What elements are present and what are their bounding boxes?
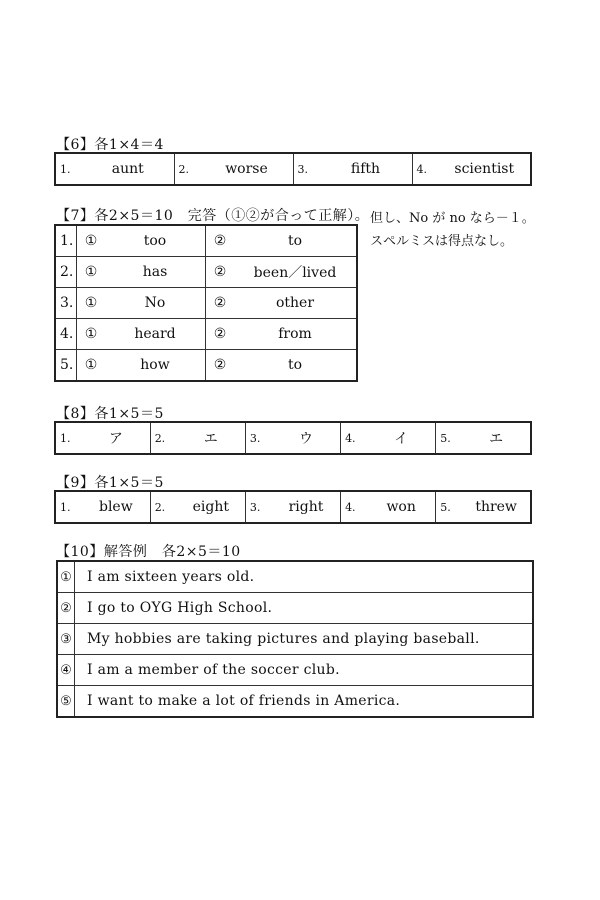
- q7-mark-2: ②: [206, 350, 235, 382]
- q10-sentence: My hobbies are taking pictures and playing baseball.: [75, 624, 534, 655]
- q7-mark-1: ①: [77, 225, 106, 257]
- q10-sentence: I am a member of the soccer club.: [75, 655, 534, 686]
- q8-num: 5.: [440, 431, 451, 445]
- q9-num: 1.: [60, 500, 71, 514]
- q7-answer-2: other: [234, 288, 357, 319]
- q7-mark-1: ①: [77, 319, 106, 350]
- q8-answer: エ: [489, 431, 504, 447]
- q7-mark-1: ①: [77, 257, 106, 288]
- q9-num: 2.: [154, 500, 166, 514]
- q7-header: 【7】各2×5＝10 完答（①②が合って正解）。: [56, 208, 370, 224]
- q9-answer: eight: [192, 499, 229, 515]
- q7-mark-2: ②: [206, 257, 235, 288]
- q8-answer: ウ: [298, 431, 313, 447]
- q9-num: 4.: [345, 500, 356, 514]
- q7-num: 5.: [55, 350, 77, 382]
- q10-mark: ⑤: [57, 686, 75, 718]
- q6-answer: worse: [225, 161, 268, 177]
- q8-answer-table: [54, 421, 532, 455]
- q7-answer-1: how: [105, 350, 206, 382]
- q7-num: 4.: [55, 319, 77, 350]
- q9-answer: blew: [98, 499, 133, 515]
- q8-answer: イ: [394, 431, 409, 447]
- q7-num: 2.: [55, 257, 77, 288]
- q6-num: 1.: [60, 162, 71, 176]
- q9-answer-table: [54, 490, 532, 524]
- q7-answer-1: too: [105, 225, 206, 257]
- q8-num: 1.: [60, 431, 71, 445]
- q7-mark-1: ①: [77, 288, 106, 319]
- q6-num: 3.: [297, 162, 308, 176]
- q10-mark: ①: [57, 561, 75, 593]
- q7-answer-1: No: [105, 288, 206, 319]
- q6-num: 4.: [416, 162, 427, 176]
- q6-header: 【6】各1×4＝4: [56, 137, 164, 153]
- q7-mark-2: ②: [206, 288, 235, 319]
- q7-answer-table: [54, 224, 358, 382]
- q9-answer: won: [386, 499, 416, 515]
- q7-answer-2: been／lived: [234, 257, 357, 288]
- q10-mark: ③: [57, 624, 75, 655]
- q10-sentence: I go to OYG High School.: [75, 593, 534, 624]
- q6-answer: scientist: [454, 161, 515, 177]
- q10-header: 【10】解答例 各2×5＝10: [56, 544, 241, 560]
- q8-num: 4.: [345, 431, 356, 445]
- q7-note-line1: 但し、No が no なら－１。: [370, 211, 535, 226]
- q6-num: 2.: [178, 162, 189, 176]
- q9-answer: right: [288, 499, 324, 515]
- q7-answer-2: from: [234, 319, 357, 350]
- q8-answer: エ: [203, 431, 218, 447]
- q8-answer: ア: [108, 431, 123, 447]
- q7-num: 1.: [55, 225, 77, 257]
- q9-answer: threw: [475, 499, 517, 515]
- q7-mark-2: ②: [206, 225, 235, 257]
- q10-sentence: I am sixteen years old.: [75, 561, 534, 593]
- q7-note-line2: スペルミスは得点なし。: [370, 234, 514, 249]
- q8-header: 【8】各1×5＝5: [56, 406, 164, 422]
- q9-num: 5.: [440, 500, 451, 514]
- q7-mark-2: ②: [206, 319, 235, 350]
- q7-answer-1: has: [105, 257, 206, 288]
- q8-num: 2.: [154, 431, 166, 445]
- q7-num: 3.: [55, 288, 77, 319]
- q8-num: 3.: [249, 431, 261, 445]
- q7-answer-1: heard: [105, 319, 206, 350]
- q7-answer-2: to: [234, 225, 357, 257]
- q10-answer-table: [56, 560, 534, 718]
- q6-answer: aunt: [111, 161, 144, 177]
- q6-answer: fifth: [350, 161, 381, 177]
- q10-mark: ②: [57, 593, 75, 624]
- q7-mark-1: ①: [77, 350, 106, 382]
- q7-answer-2: to: [234, 350, 357, 382]
- q9-num: 3.: [249, 500, 261, 514]
- q10-mark: ④: [57, 655, 75, 686]
- q9-header: 【9】各1×5＝5: [56, 475, 164, 491]
- q6-answer-table: [54, 152, 532, 186]
- q10-sentence: I want to make a lot of friends in America.: [75, 686, 534, 718]
